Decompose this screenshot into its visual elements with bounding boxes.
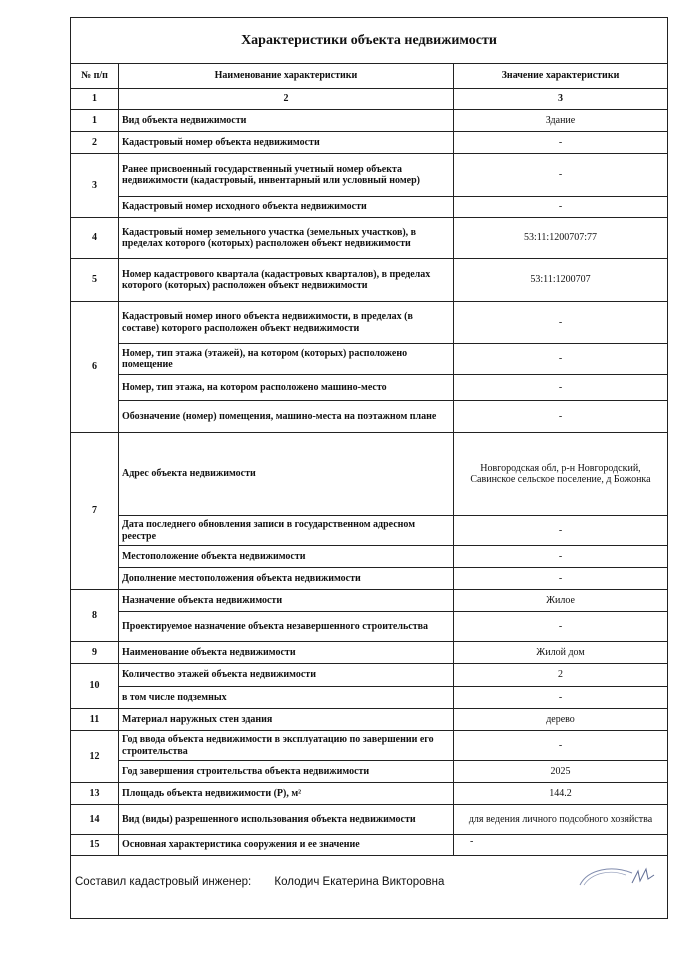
characteristic-value: Здание xyxy=(454,110,668,132)
row-number: 3 xyxy=(71,154,119,218)
characteristic-value: - xyxy=(454,197,668,218)
characteristic-name: Обозначение (номер) помещения, машино-места на поэтажном плане xyxy=(119,401,454,433)
table-row xyxy=(71,590,668,612)
composer-label: Составил кадастровый инженер: xyxy=(75,876,252,888)
row-number: 15 xyxy=(71,835,119,856)
characteristic-name: Кадастровый номер объекта недвижимости xyxy=(119,132,454,154)
characteristic-name: Год ввода объекта недвижимости в эксплуатацию по завершении его строительства xyxy=(119,731,454,761)
characteristic-value: - xyxy=(454,546,668,568)
table-row xyxy=(71,433,668,516)
table-row xyxy=(71,375,668,401)
row-number: 9 xyxy=(71,642,119,664)
characteristic-value: Жилое xyxy=(454,590,668,612)
row-number: 1 xyxy=(71,110,119,132)
characteristic-value: 2 xyxy=(454,664,668,687)
characteristic-name: Назначение объекта недвижимости xyxy=(119,590,454,612)
table-row xyxy=(71,516,668,546)
row-number: 2 xyxy=(71,132,119,154)
table-row xyxy=(71,761,668,783)
row-number: 7 xyxy=(71,433,119,590)
table-row xyxy=(71,344,668,375)
table-row xyxy=(71,302,668,344)
engineer-name: Колодич Екатерина Викторовна xyxy=(274,876,445,888)
characteristic-value: - xyxy=(454,731,668,761)
characteristic-name: Кадастровый номер исходного объекта недвижимости xyxy=(119,197,454,218)
characteristic-name: Дополнение местоположения объекта недвижимости xyxy=(119,568,454,590)
characteristic-name: Дата последнего обновления записи в государственном адресном реестре xyxy=(119,516,454,546)
characteristic-name: Материал наружных стен здания xyxy=(119,709,454,731)
characteristic-value: - xyxy=(454,375,668,401)
characteristic-name: Площадь объекта недвижимости (Р), м² xyxy=(119,783,454,805)
characteristic-name: Проектируемое назначение объекта незавершенного строительства xyxy=(119,612,454,642)
characteristic-value: 2025 xyxy=(454,761,668,783)
characteristic-name: Ранее присвоенный государственный учетный номер объекта недвижимости (кадастровый, инвентарный или условный номер) xyxy=(119,154,454,197)
characteristic-name: Наименование объекта недвижимости xyxy=(119,642,454,664)
row-number: 4 xyxy=(71,218,119,259)
characteristic-name: Вид (виды) разрешенного использования объекта недвижимости xyxy=(119,805,454,835)
table-row xyxy=(71,401,668,433)
row-number: 5 xyxy=(71,259,119,302)
characteristic-value: - xyxy=(454,612,668,642)
row-number: 8 xyxy=(71,590,119,642)
header-value: Значение характеристики xyxy=(454,64,668,89)
table-row xyxy=(71,259,668,302)
table-row xyxy=(71,664,668,687)
characteristic-value: дерево xyxy=(454,709,668,731)
document-frame xyxy=(70,17,668,919)
column-number-3: 3 xyxy=(454,89,668,110)
characteristic-value: Новгородская обл, р-н Новгородский, Савинское сельское поселение, д Божонка xyxy=(454,433,668,516)
row-number: 12 xyxy=(71,731,119,783)
characteristic-value: - xyxy=(454,154,668,197)
characteristic-value: - xyxy=(454,568,668,590)
characteristic-name: Год завершения строительства объекта недвижимости xyxy=(119,761,454,783)
table-row xyxy=(71,709,668,731)
table-row xyxy=(71,110,668,132)
header-number: № п/п xyxy=(71,64,119,89)
row-number: 6 xyxy=(71,302,119,433)
characteristic-value: - xyxy=(454,687,668,709)
characteristic-name: Кадастровый номер иного объекта недвижимости, в пределах (в составе) которого расположен объект недвижимости xyxy=(119,302,454,344)
characteristic-value: - xyxy=(454,302,668,344)
characteristic-name: Основная характеристика сооружения и ее значение xyxy=(119,835,454,856)
characteristic-name: в том числе подземных xyxy=(119,687,454,709)
characteristic-name: Номер, тип этажа (этажей), на котором (которых) расположено помещение xyxy=(119,344,454,375)
row-number: 11 xyxy=(71,709,119,731)
characteristic-value: для ведения личного подсобного хозяйства xyxy=(454,805,668,835)
characteristic-value: - xyxy=(454,132,668,154)
page-title: Характеристики объекта недвижимости xyxy=(71,18,667,64)
characteristic-name: Местоположение объекта недвижимости xyxy=(119,546,454,568)
row-number: 14 xyxy=(71,805,119,835)
characteristic-name: Количество этажей объекта недвижимости xyxy=(119,664,454,687)
table-row xyxy=(71,218,668,259)
characteristic-value: - xyxy=(454,344,668,375)
characteristic-value: Жилой дом xyxy=(454,642,668,664)
table-row xyxy=(71,546,668,568)
characteristic-name: Номер кадастрового квартала (кадастровых кварталов), в пределах которого (которых) расположен объект недвижимости xyxy=(119,259,454,302)
column-numbering-row xyxy=(71,89,668,110)
table-row xyxy=(71,132,668,154)
header-name: Наименование характеристики xyxy=(119,64,454,89)
characteristic-name: Адрес объекта недвижимости xyxy=(119,433,454,516)
characteristic-value: 53:11:1200707:77 xyxy=(454,218,668,259)
characteristic-value: - xyxy=(454,401,668,433)
characteristic-name: Номер, тип этажа, на котором расположено машино-место xyxy=(119,375,454,401)
characteristic-name: Кадастровый номер земельного участка (земельных участков), в пределах которого (которых) расположен объект недвижимости xyxy=(119,218,454,259)
row-number: 10 xyxy=(71,664,119,709)
table-row xyxy=(71,568,668,590)
table-row xyxy=(71,731,668,761)
table-row xyxy=(71,835,668,856)
table-row xyxy=(71,197,668,218)
column-number-2: 2 xyxy=(119,89,454,110)
column-number-1: 1 xyxy=(71,89,119,110)
row-number: 13 xyxy=(71,783,119,805)
characteristic-value: - xyxy=(454,516,668,546)
characteristic-value: 53:11:1200707 xyxy=(454,259,668,302)
characteristic-value: - xyxy=(454,835,668,856)
characteristic-value: 144.2 xyxy=(454,783,668,805)
table-header-row xyxy=(71,64,668,89)
characteristic-name: Вид объекта недвижимости xyxy=(119,110,454,132)
table-row xyxy=(71,687,668,709)
table-row xyxy=(71,805,668,835)
table-row xyxy=(71,154,668,197)
characteristics-table xyxy=(70,63,668,856)
table-row xyxy=(71,642,668,664)
table-row xyxy=(71,612,668,642)
table-row xyxy=(71,783,668,805)
stamp-and-signature-icon xyxy=(576,861,656,887)
